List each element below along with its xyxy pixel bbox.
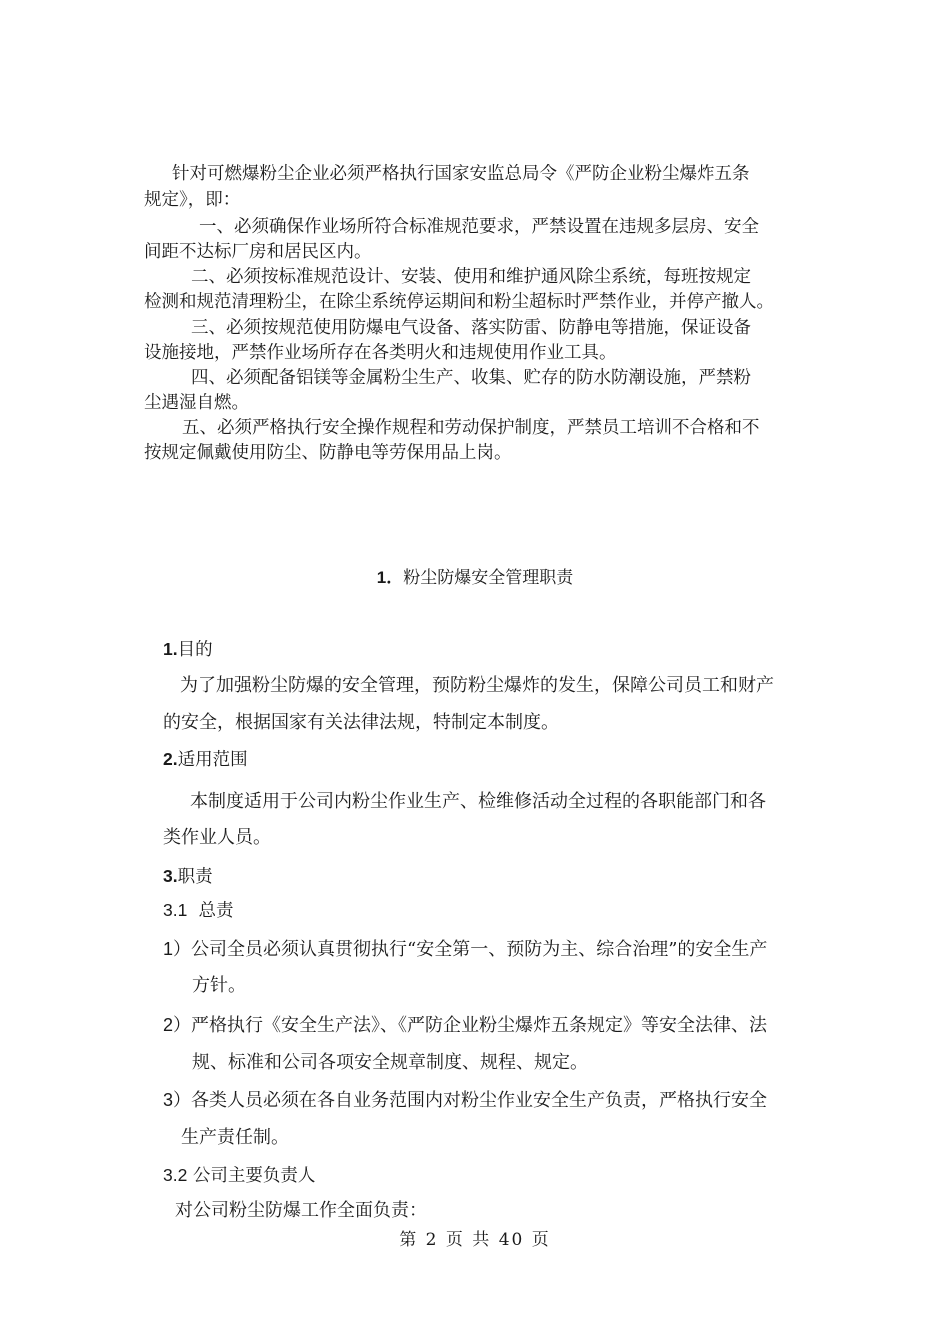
duty-item-1-number: 1）: [163, 939, 192, 959]
duties-number: 3.: [163, 866, 178, 886]
purpose-number: 1.: [163, 639, 178, 659]
duties-sub2-line: 对公司粉尘防爆工作全面负责：: [175, 1200, 427, 1221]
scope-heading-text: 适用范围: [177, 750, 248, 770]
duty-item-3-line-1: 各类人员必须在各自业务范围内对粉尘作业安全生产负责，严格执行安全: [191, 1090, 768, 1111]
duty-item-1-line-2: 方针。: [192, 975, 246, 996]
duties-sub2-heading: [163, 1162, 315, 1189]
purpose-heading-text: 目的: [177, 640, 213, 660]
duties-heading-text: 职责: [177, 867, 213, 887]
duty-item-2: [163, 1012, 767, 1039]
purpose-heading: [163, 636, 213, 663]
duty-item-3: [163, 1087, 767, 1114]
scope-heading: [163, 746, 248, 773]
duty-item-3-number: 3）: [163, 1090, 192, 1110]
purpose-line-1: 为了加强粉尘防爆的安全管理，预防粉尘爆炸的发生，保障公司员工和财产: [180, 675, 774, 696]
intro-line-2: 规定》，即：: [144, 190, 241, 210]
duty-item-2-line-1: 严格执行《安全生产法》、《严防企业粉尘爆炸五条规定》等安全法律、法: [191, 1015, 768, 1036]
duty-item-2-line-2: 规、标准和公司各项安全规章制度、规程、规定。: [192, 1052, 588, 1073]
section-title: [0, 566, 950, 590]
rule-1-line-1: 一、必须确保作业场所符合标准规范要求，严禁设置在违规多层房、安全: [199, 217, 759, 237]
duties-sub1-heading: [163, 897, 233, 924]
rule-1-line-2: 间距不达标厂房和居民区内。: [144, 242, 372, 262]
duties-sub2-text: 公司主要负责人: [192, 1166, 316, 1186]
duties-heading: [163, 863, 213, 890]
duty-item-1: [163, 936, 767, 963]
scope-line-2: 类作业人员。: [163, 827, 271, 848]
section-title-text: 粉尘防爆安全管理职责: [403, 568, 574, 588]
rule-4-line-2: 尘遇湿自燃。: [144, 393, 249, 413]
rule-5-line-2: 按规定佩戴使用防尘、防静电等劳保用品上岗。: [144, 443, 512, 463]
rule-2-line-1: 二、必须按标准规范设计、安装、使用和维护通风除尘系统，每班按规定: [191, 267, 751, 287]
intro-line-1: 针对可燃爆粉尘企业必须严格执行国家安监总局令《严防企业粉尘爆炸五条: [172, 164, 750, 184]
page-number-footer: 第 2 页 共 40 页: [399, 1230, 551, 1250]
section-title-number: 1．: [376, 568, 404, 587]
rule-2-line-2: 检测和规范清理粉尘，在除尘系统停运期间和粉尘超标时严禁作业，并停产撤人。: [144, 292, 774, 312]
rule-5-line-1: 五、必须严格执行安全操作规程和劳动保护制度，严禁员工培训不合格和不: [182, 418, 760, 438]
rule-3-line-2: 设施接地，严禁作业场所存在各类明火和违规使用作业工具。: [144, 343, 617, 363]
duties-sub1-number: 3.1: [163, 900, 188, 920]
rule-4-line-1: 四、必须配备铝镁等金属粉尘生产、收集、贮存的防水防潮设施，严禁粉: [191, 368, 751, 388]
rule-3-line-1: 三、必须按规范使用防爆电气设备、落实防雷、防静电等措施，保证设备: [191, 318, 751, 338]
duty-item-3-line-2: 生产责任制。: [181, 1127, 289, 1148]
duty-item-1-line-1: 公司全员必须认真贯彻执行“安全第一、预防为主、综合治理”的安全生产: [191, 939, 768, 960]
scope-line-1: 本制度适用于公司内粉尘作业生产、检维修活动全过程的各职能部门和各: [190, 791, 766, 812]
scope-number: 2.: [163, 749, 178, 769]
duty-item-2-number: 2）: [163, 1015, 192, 1035]
duties-sub1-text: 总责: [198, 901, 234, 921]
duties-sub2-number: 3.2: [163, 1165, 188, 1185]
purpose-line-2: 的安全，根据国家有关法律法规，特制定本制度。: [163, 712, 559, 733]
